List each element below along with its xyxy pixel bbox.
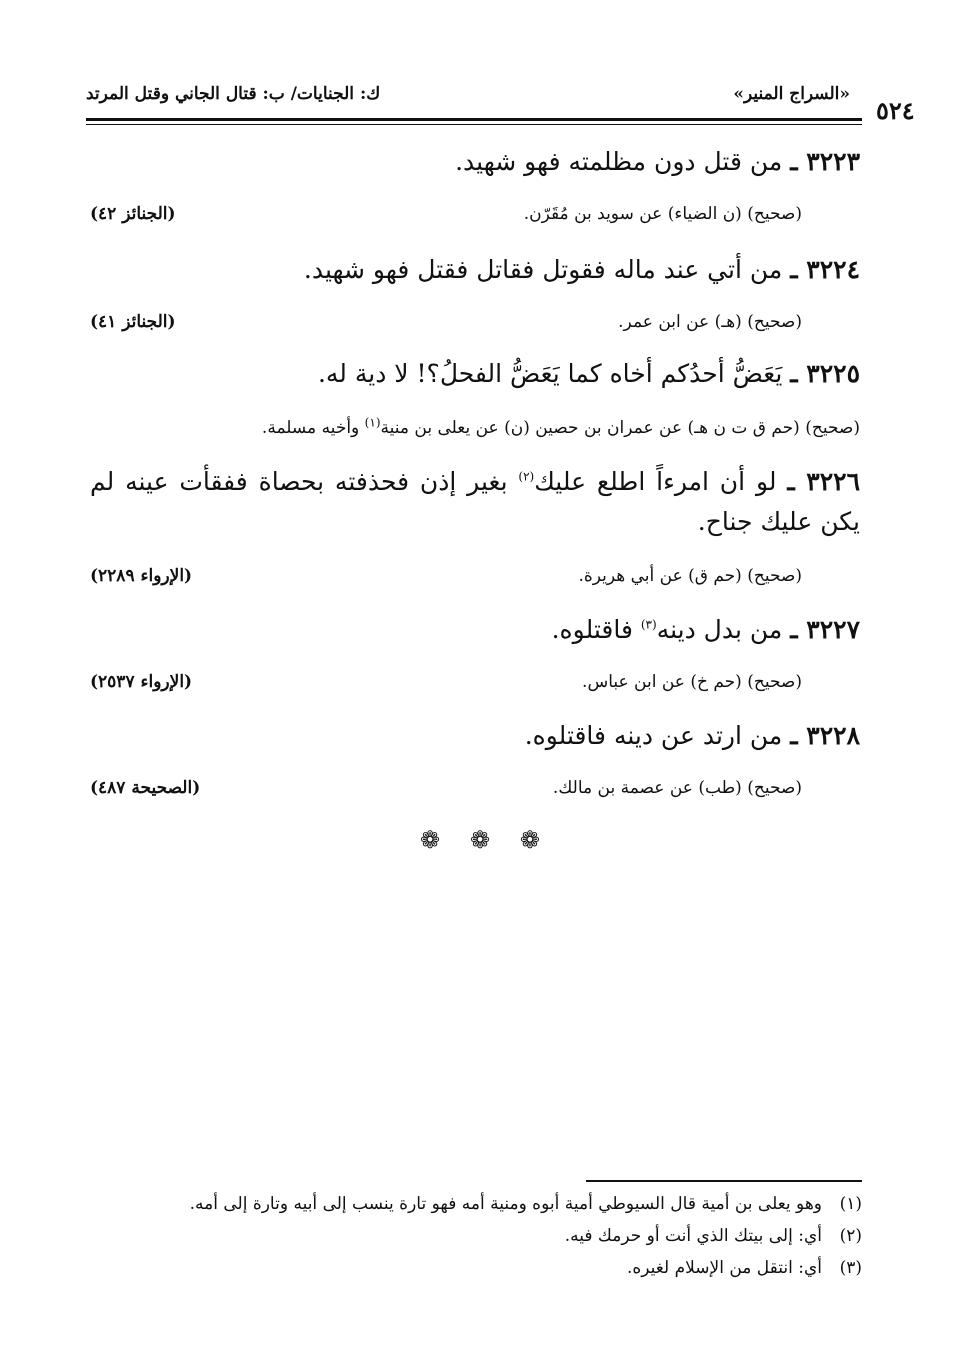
- ornament-flower-icon: ❁: [469, 826, 491, 854]
- hadith-source-text: (صحيح) (حم ق ت ن هـ) عن عمران بن حصين (ن) عن يعلى بن منية: [380, 418, 860, 438]
- hadith-number: ٣٢٢٦ ـ: [787, 467, 860, 496]
- footnote-3: [92, 1258, 862, 1278]
- ornament-flower-icon: ❁: [519, 826, 540, 854]
- running-header-book-title: «السراج المنير»: [733, 84, 850, 104]
- footnote-marker: (٢): [518, 469, 535, 484]
- footnote-number: (١): [839, 1194, 862, 1214]
- footnote-marker: (٣): [640, 617, 657, 632]
- hadith-reference: (الإرواء ٢٥٣٧): [90, 672, 193, 692]
- footnote-text: وهو يعلى بن أمية قال السيوطي أمية أبوه ومنية أمه فهو تارة ينسب إلى أبيه وتارة إلى أمه.: [189, 1194, 822, 1214]
- hadith-source: (صحيح) (حم خ) عن ابن عباس.: [582, 672, 802, 692]
- hadith-source: (صحيح) (طب) عن عصمة بن مالك.: [552, 778, 802, 798]
- hadith-3227: [90, 610, 860, 650]
- hadith-text: من ارتد عن دينه فاقتلوه.: [524, 721, 783, 750]
- hadith-text: من أتي عند ماله فقوتل فقاتل فقتل فهو شهيد.: [303, 255, 783, 284]
- hadith-reference: (الإرواء ٢٢٨٩): [90, 566, 193, 586]
- footnote-number: (٢): [839, 1226, 862, 1246]
- hadith-3223: [90, 142, 860, 182]
- hadith-text: لو أن امرءاً اطلع عليك: [534, 467, 777, 496]
- section-end-ornaments: [420, 826, 540, 854]
- footnote-text: أي: إلى بيتك الذي أنت أو حرمك فيه.: [564, 1226, 822, 1246]
- hadith-reference: (الصحيحة ٤٨٧): [90, 778, 201, 798]
- hadith-source: (صحيح) (حم ق) عن أبي هريرة.: [578, 566, 802, 586]
- hadith-source: [261, 415, 860, 438]
- hadith-source: (صحيح) (هـ) عن ابن عمر.: [618, 312, 802, 332]
- header-rule: [86, 118, 862, 121]
- hadith-source: (صحيح) (ن الضياء) عن سويد بن مُقَرّن.: [523, 204, 802, 224]
- hadith-reference: (الجنائز ٤١): [90, 312, 176, 332]
- hadith-3224: [90, 250, 860, 290]
- footnote-separator: [586, 1180, 862, 1182]
- hadith-3228: [90, 716, 860, 756]
- hadith-text: من بدل دينه: [656, 615, 783, 644]
- hadith-number: ٣٢٢٤ ـ: [790, 255, 860, 284]
- hadith-text: من قتل دون مظلمته فهو شهيد.: [455, 147, 783, 176]
- hadith-text: يَعَضُّ أحدُكم أخاه كما يَعَضُّ الفحلُ؟! لا دية له.: [317, 359, 783, 388]
- hadith-number: ٣٢٢٣ ـ: [790, 147, 860, 176]
- hadith-text-end: بغير إذن فحذفته بحصاة ففقأت عينه لم يكن عليك جناح.: [90, 467, 860, 536]
- footnote-1: [92, 1194, 862, 1214]
- footnote-text: أي: انتقل من الإسلام لغيره.: [626, 1258, 822, 1278]
- footnote-marker: (١): [364, 415, 381, 430]
- page-number: ٥٢٤: [876, 96, 915, 125]
- hadith-text-end: فاقتلوه.: [551, 615, 641, 644]
- header-rule-thin: [86, 124, 862, 125]
- hadith-reference: (الجنائز ٤٢): [90, 204, 176, 224]
- hadith-number: ٣٢٢٥ ـ: [790, 359, 860, 388]
- footnote-number: (٣): [839, 1258, 862, 1278]
- hadith-number: ٣٢٢٨ ـ: [790, 721, 860, 750]
- hadith-number: ٣٢٢٧ ـ: [790, 615, 860, 644]
- footnote-2: [92, 1226, 862, 1246]
- hadith-source-text-end: وأخيه مسلمة.: [261, 418, 365, 438]
- hadith-3226: [90, 462, 860, 542]
- hadith-3225: [90, 354, 860, 394]
- ornament-flower-icon: ❁: [420, 826, 441, 854]
- running-header-chapter: ك: الجنايات/ ب: قتال الجاني وقتل المرتد: [86, 84, 381, 104]
